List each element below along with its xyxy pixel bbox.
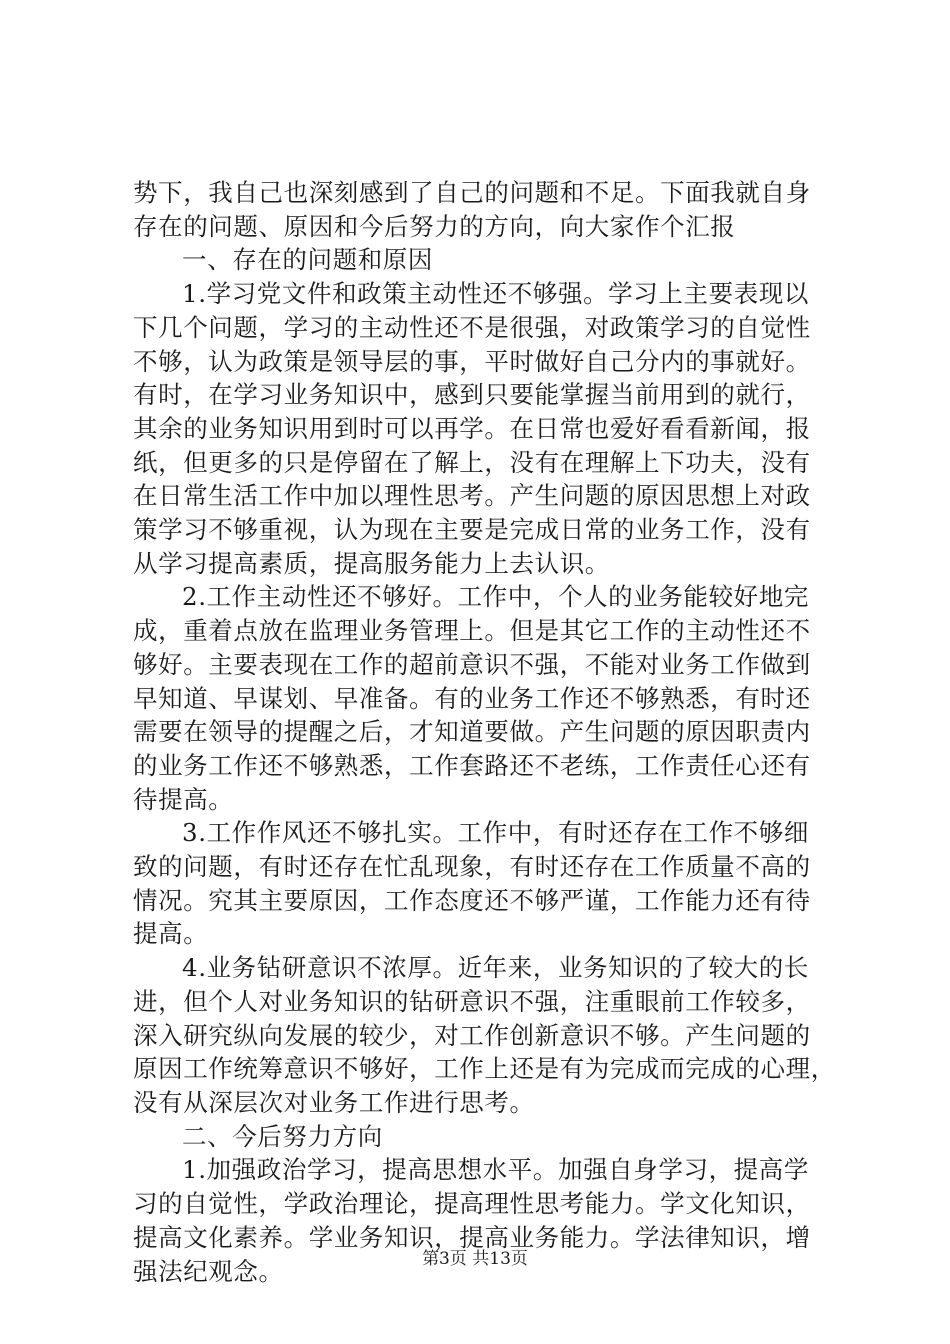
text-line: 进，但个人对业务知识的钻研意识不强，注重眼前工作较多，	[133, 986, 811, 1016]
page-footer	[0, 1244, 950, 1269]
text-line: 下几个问题，学习的主动性还不是很强，对政策学习的自觉性	[133, 312, 811, 342]
text-line: 2.工作主动性还不够好。工作中，个人的业务能较好地完	[182, 582, 809, 612]
text-line: 没有从深层次对业务工作进行思考。	[133, 1087, 535, 1117]
text-line: 在日常生活工作中加以理性思考。产生问题的原因思想上对政	[133, 481, 811, 511]
text-line: 情况。究其主要原因，工作态度还不够严谨，工作能力还有待	[133, 885, 811, 915]
text-line: 原因工作统筹意识不够好，工作上还是有为完成而完成的心理，	[133, 1054, 836, 1084]
text-line: 提高文化素养。学业务知识，提高业务能力。学法律知识，增	[133, 1222, 811, 1252]
section-heading: 二、今后努力方向	[182, 1121, 383, 1151]
text-line: 强法纪观念。	[133, 1256, 284, 1286]
text-line: 3.工作作风还不够扎实。工作中，有时还存在工作不够细	[182, 818, 809, 848]
page-number-label: 第3页 共13页	[422, 1249, 528, 1269]
text-line: 1.学习党文件和政策主动性还不够强。学习上主要表现以	[182, 279, 809, 309]
text-line: 早知道、早谋划、早准备。有的业务工作还不够熟悉，有时还	[133, 683, 811, 713]
text-line: 深入研究纵向发展的较少，对工作创新意识不够。产生问题的	[133, 1020, 811, 1050]
text-line: 够好。主要表现在工作的超前意识不强，不能对业务工作做到	[133, 649, 811, 679]
text-line: 其余的业务知识用到时可以再学。在日常也爱好看看新闻，报	[133, 413, 811, 443]
section-heading: 一、存在的问题和原因	[182, 245, 433, 275]
text-line: 4.业务钻研意识不浓厚。近年来，业务知识的了较大的长	[182, 953, 809, 983]
text-line: 成，重着点放在监理业务管理上。但是其它工作的主动性还不	[133, 616, 811, 646]
document-body	[133, 176, 836, 1288]
text-line: 从学习提高素质，提高服务能力上去认识。	[133, 548, 610, 578]
text-line: 1.加强政治学习，提高思想水平。加强自身学习，提高学	[182, 1155, 809, 1185]
text-line: 存在的问题、原因和今后努力的方向，向大家作个汇报	[133, 211, 736, 241]
text-line: 纸，但更多的只是停留在了解上，没有在理解上下功夫，没有	[133, 447, 811, 477]
text-line: 有时，在学习业务知识中，感到只要能掌握当前用到的就行，	[133, 380, 811, 410]
text-line: 势下，我自己也深刻感到了自己的问题和不足。下面我就自身	[133, 178, 811, 207]
text-line: 的业务工作还不够熟悉，工作套路还不老练，工作责任心还有	[133, 750, 811, 780]
text-line: 不够，认为政策是领导层的事，平时做好自己分内的事就好。	[133, 346, 811, 376]
text-line: 提高。	[133, 919, 209, 949]
text-line: 策学习不够重视，认为现在主要是完成日常的业务工作，没有	[133, 515, 811, 545]
text-line: 致的问题，有时还存在忙乱现象，有时还存在工作质量不高的	[133, 852, 811, 882]
text-line: 待提高。	[133, 784, 234, 814]
text-line: 习的自觉性，学政治理论，提高理性思考能力。学文化知识，	[133, 1189, 811, 1219]
text-line: 需要在领导的提醒之后，才知道要做。产生问题的原因职责内	[133, 717, 811, 747]
